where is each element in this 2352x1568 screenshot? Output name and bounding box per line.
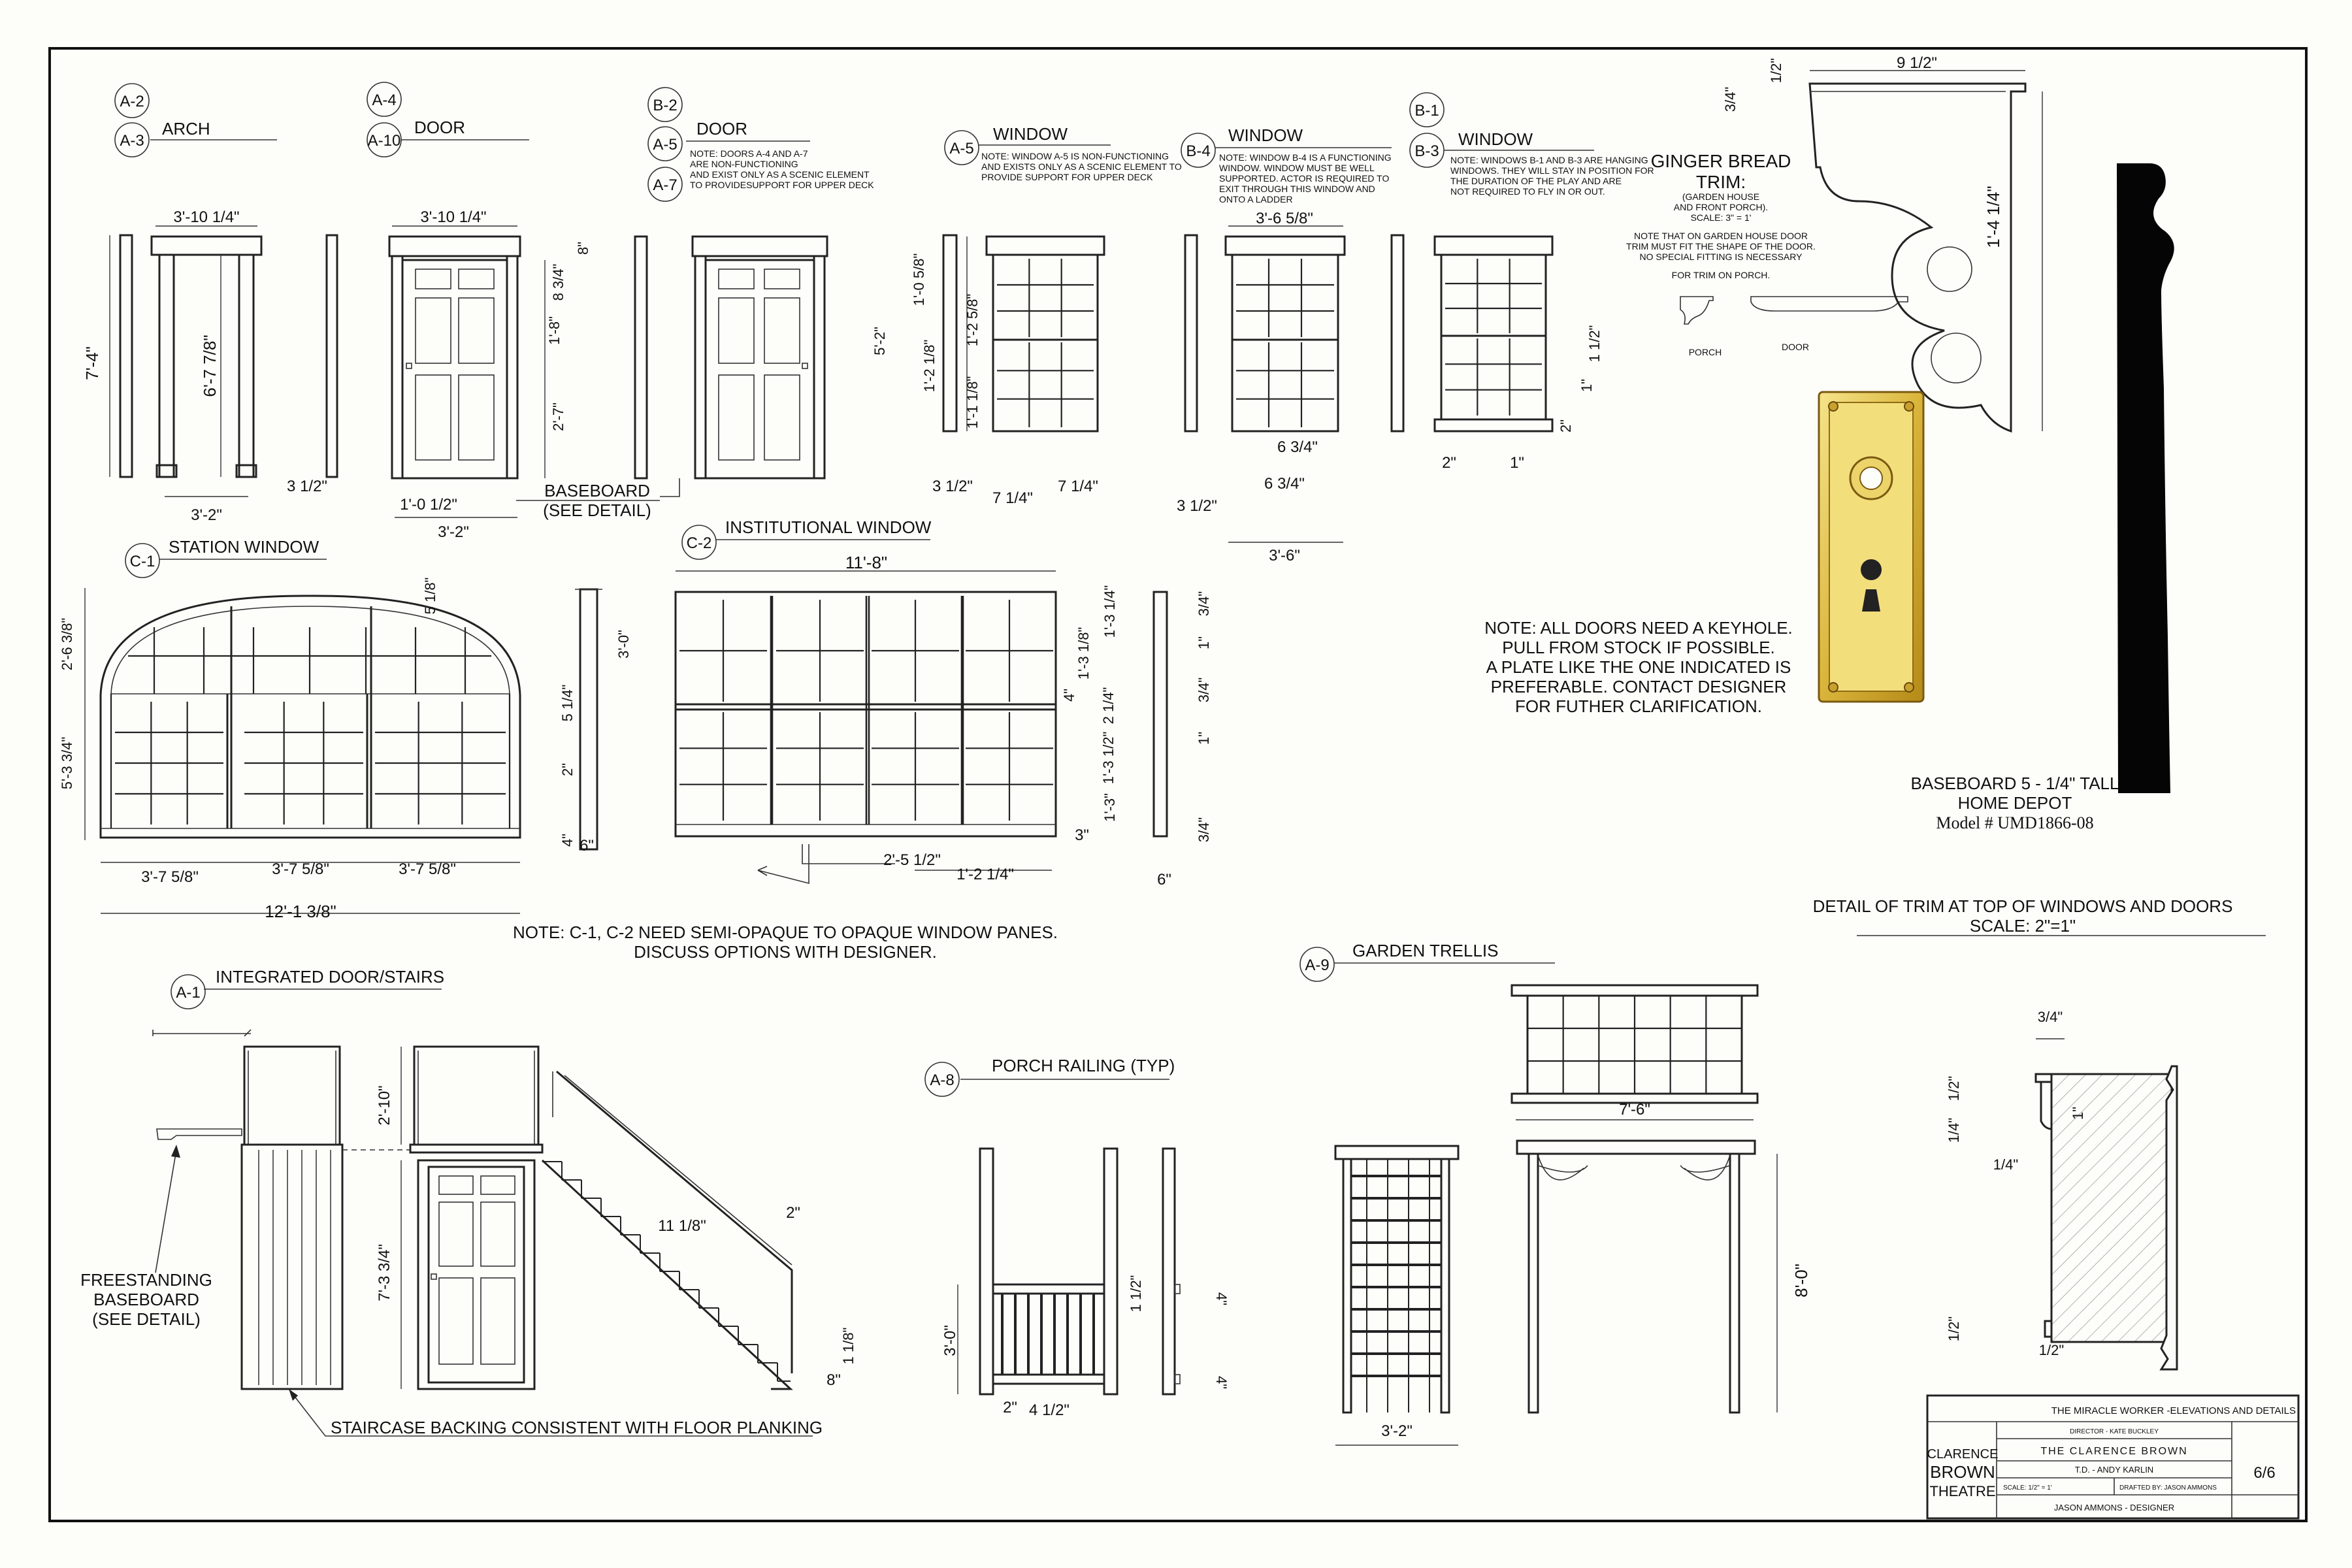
dimension-label: 2"	[1442, 454, 1456, 472]
dimension-label: 2'-10"	[376, 1085, 393, 1126]
dimension-label: 2"	[559, 762, 576, 777]
note-line: AND EXISTS ONLY AS A SCENIC ELEMENT TO	[981, 161, 1182, 172]
td-line: T.D. - ANDY KARLIN	[2074, 1465, 2154, 1475]
designer-line: JASON AMMONS - DESIGNER	[2053, 1503, 2175, 1512]
note-line: NOTE: ALL DOORS NEED A KEYHOLE.	[1484, 618, 1793, 638]
dimension-label: 5 1/4"	[559, 684, 576, 722]
dimension-label: 3/4"	[1196, 591, 1212, 617]
window-note	[1219, 152, 1392, 204]
tag-bubble	[1181, 133, 1215, 167]
note-line: TRIM MUST FIT THE SHAPE OF THE DOOR.	[1626, 241, 1816, 252]
note-line: WINDOWS. THEY WILL STAY IN POSITION FOR	[1450, 165, 1654, 176]
tag-label: A-10	[367, 132, 401, 150]
theatre-logo	[1927, 1447, 1999, 1499]
project-title: THE MIRACLE WORKER -ELEVATIONS AND DETAILS	[2051, 1405, 2296, 1416]
dimension-label: 2'-6 3/8"	[59, 617, 75, 671]
tag-bubble	[171, 975, 205, 1009]
note-line: NOT REQUIRED TO FLY IN OR OUT.	[1450, 186, 1605, 197]
dimension-label: 6 3/4"	[1264, 475, 1305, 493]
dimension-label: 3 1/2"	[287, 478, 327, 495]
dimension-label: 3 1/2"	[932, 478, 973, 495]
note-line: FOR FUTHER CLARIFICATION.	[1515, 696, 1762, 716]
dimension-label: 1'-1 1/8"	[964, 376, 981, 429]
dimension-label: 3 1/2"	[1177, 497, 1217, 515]
theatre-name: THE CLARENCE BROWN	[2040, 1446, 2188, 1457]
window-muntins	[1441, 259, 1546, 416]
dimension-label: 6'-7 7/8"	[200, 335, 220, 397]
dimension-label: 7 1/4"	[1058, 478, 1098, 495]
dimension-label: 4 1/2"	[1029, 1401, 1070, 1419]
dimension-label: 4"	[1213, 1292, 1230, 1306]
ginger-title: GINGER BREAD	[1650, 151, 1791, 171]
dimension-label: 1'-3 1/4"	[1102, 585, 1118, 638]
porch-label: PORCH	[1688, 347, 1722, 357]
dimension-label: 3'-2"	[191, 506, 222, 524]
note-line: WINDOW. WINDOW MUST BE WELL	[1219, 163, 1375, 173]
tag-bubble	[367, 123, 401, 157]
freestanding-note	[80, 1270, 212, 1329]
detail-title: WINDOW	[1458, 129, 1533, 149]
note-line: EXIT THROUGH THIS WINDOW AND	[1219, 184, 1375, 194]
floor-planking	[259, 1150, 331, 1385]
dimension-label: 1'-3 1/8"	[1075, 627, 1092, 680]
dimension-label: 1"	[1196, 636, 1212, 650]
baseboard-reference	[1911, 774, 2119, 832]
tag-label: A-8	[930, 1071, 955, 1089]
note-line: (GARDEN HOUSE	[1682, 191, 1760, 202]
detail-title: INTEGRATED DOOR/STAIRS	[216, 967, 445, 987]
baseboard-profile	[2117, 163, 2174, 793]
dimension-label: 1"	[1510, 454, 1524, 472]
dimension-label: 3/4"	[1196, 677, 1212, 703]
dimension-label: 6"	[1157, 871, 1171, 889]
detail-integrated-stairs	[80, 967, 857, 1437]
dimension-label: 8"	[575, 241, 591, 255]
tag-label: B-4	[1186, 142, 1211, 160]
dimension-label: 1 1/8"	[840, 1327, 857, 1365]
window-muntins	[111, 606, 510, 828]
dimension-label: 5'-2"	[872, 327, 888, 355]
dimension-label: 3'-6 5/8"	[1256, 210, 1313, 227]
tag-label: A-5	[949, 140, 974, 157]
dimension-label: 3'-7 5/8"	[141, 868, 199, 886]
dimension-label: 2"	[1558, 419, 1574, 433]
note-line: HOME DEPOT	[1957, 793, 2072, 813]
tag-bubble	[648, 167, 682, 201]
dimension-label: 1/2"	[1946, 1075, 1962, 1102]
baseboard-label: BASEBOARD	[544, 481, 650, 500]
detail-door-a	[367, 82, 566, 541]
dimension-label: 1/4"	[1946, 1117, 1962, 1143]
dimension-label: 3/4"	[1196, 817, 1212, 843]
dimension-label: 1 1/2"	[1128, 1275, 1144, 1313]
dimension-label: 3'-0"	[615, 630, 632, 659]
dimension-label: 3'-7 5/8"	[272, 860, 329, 878]
tag-bubble	[1300, 947, 1334, 981]
note-line: FOR TRIM ON PORCH.	[1671, 270, 1771, 280]
detail-title: DOOR	[696, 119, 747, 139]
tag-bubble	[115, 123, 149, 157]
detail-ginger-bread	[1626, 54, 2042, 431]
window-muntins	[993, 259, 1098, 427]
note-line: BASEBOARD	[93, 1290, 199, 1309]
dimension-label: 7'-4"	[82, 346, 102, 380]
trellis-lattice	[1527, 996, 1742, 1094]
dimension-label: 2 1/4"	[1100, 687, 1117, 725]
trim-title: SCALE: 2"=1"	[1969, 916, 2076, 936]
window-muntins	[1232, 259, 1338, 427]
logo-line: CLARENCE	[1927, 1447, 1999, 1462]
dimension-label: 1'-3"	[1102, 793, 1118, 822]
tag-bubble	[125, 544, 159, 578]
baseboard-label: (SEE DETAIL)	[543, 500, 651, 520]
dimension-label: 12'-1 3/8"	[265, 902, 336, 921]
dimension-label: 1'-8"	[546, 316, 563, 345]
note-line: NOTE: WINDOW B-4 IS A FUNCTIONING	[1219, 152, 1392, 163]
tag-bubble	[945, 131, 979, 165]
trim-title: DETAIL OF TRIM AT TOP OF WINDOWS AND DOORS	[1812, 896, 2233, 916]
detail-institutional-window	[676, 517, 1212, 889]
dimension-label: 1/2"	[1768, 57, 1784, 84]
detail-door-b	[516, 88, 874, 520]
tag-label: C-1	[129, 553, 155, 570]
dimension-label: 1"	[2070, 1106, 2086, 1120]
dimension-label: 2"	[786, 1204, 800, 1222]
dimension-label: 1'-2 1/8"	[921, 339, 938, 393]
sheet-number: 6/6	[2253, 1464, 2276, 1482]
tag-label: A-3	[120, 132, 144, 150]
tag-bubble	[1410, 133, 1444, 167]
window-note	[981, 151, 1182, 182]
detail-trim	[1813, 896, 2266, 1369]
note-line: FREESTANDING	[80, 1270, 212, 1290]
tag-bubble	[367, 82, 401, 116]
note-line: DISCUSS OPTIONS WITH DESIGNER.	[634, 942, 937, 962]
detail-title: STATION WINDOW	[169, 537, 319, 557]
title-block	[1927, 1396, 2298, 1518]
tag-bubble	[115, 84, 149, 118]
logo-line: BROWN	[1930, 1462, 1995, 1482]
tag-label: A-4	[372, 91, 397, 109]
dimension-label: 8'-0"	[1791, 1264, 1811, 1298]
tag-label: A-9	[1305, 956, 1330, 974]
note-line: ONTO A LADDER	[1219, 194, 1293, 204]
dimension-label: 7'-6"	[1619, 1101, 1650, 1119]
detail-title: INSTITUTIONAL WINDOW	[725, 517, 932, 537]
detail-title: WINDOW	[993, 124, 1068, 144]
dimension-label: 1'-2 5/8"	[964, 293, 981, 347]
staircase-note: STAIRCASE BACKING CONSISTENT WITH FLOOR PLANKING	[331, 1418, 823, 1437]
scale-line: SCALE: 1/2" = 1'	[2003, 1484, 2052, 1492]
note-line: AND EXIST ONLY AS A SCENIC ELEMENT	[690, 169, 870, 180]
dimension-label: 1/2"	[2038, 1342, 2065, 1358]
detail-arch	[82, 84, 337, 524]
note-line: NOTE: DOORS A-4 AND A-7	[690, 148, 808, 159]
note-line: (SEE DETAIL)	[92, 1309, 201, 1329]
logo-line: THEATRE	[1929, 1483, 1996, 1499]
window-note	[1450, 155, 1654, 197]
railing-balusters	[1002, 1294, 1094, 1375]
dimension-label: 3'-10 1/4"	[173, 208, 240, 226]
dimension-label: 3'-0"	[941, 1325, 959, 1356]
dimension-label: 2"	[1003, 1399, 1017, 1416]
dimension-label: 1"	[1578, 378, 1595, 393]
dimension-label: 8 3/4"	[550, 263, 566, 301]
detail-window-b4	[1177, 125, 1392, 564]
dimension-label: 5 1/8"	[422, 577, 438, 615]
tag-label: B-2	[653, 97, 678, 114]
tag-bubble	[682, 525, 716, 559]
trellis-rungs	[1351, 1159, 1441, 1413]
door-plate-image	[1819, 392, 1923, 702]
door-note	[690, 148, 874, 190]
tag-label: B-1	[1414, 102, 1439, 120]
dimension-label: 1'-2 1/4"	[956, 866, 1014, 883]
dimension-label: 3'-7 5/8"	[399, 860, 456, 878]
detail-title: ARCH	[162, 119, 210, 139]
note-line: PROVIDE SUPPORT FOR UPPER DECK	[981, 172, 1153, 182]
dimension-label: 3'-10 1/4"	[420, 208, 487, 226]
dimension-label: 6 3/4"	[1277, 438, 1318, 456]
dimension-label: 2'-7"	[550, 402, 566, 431]
note-line: ARE NON-FUNCTIONING	[690, 159, 798, 169]
dimension-label: 3/4"	[2037, 1009, 2063, 1025]
note-line: PREFERABLE. CONTACT DESIGNER	[1490, 677, 1787, 696]
detail-station-window	[59, 537, 632, 921]
dimension-label: 1'-0 1/2"	[400, 496, 457, 514]
tag-label: B-3	[1414, 142, 1439, 160]
dimension-label: 7 1/4"	[992, 489, 1033, 507]
dimension-label: 1/4"	[1993, 1156, 2019, 1173]
tag-bubble	[925, 1062, 959, 1096]
tag-bubble	[1410, 93, 1444, 127]
panes-note	[513, 923, 1058, 962]
dimension-label: 4"	[1213, 1375, 1230, 1390]
ginger-sub	[1626, 191, 1816, 280]
tag-label: C-2	[686, 534, 712, 552]
note-line: A PLATE LIKE THE ONE INDICATED IS	[1486, 657, 1791, 677]
tag-label: A-5	[653, 136, 678, 154]
detail-porch-railing	[925, 1056, 1230, 1419]
dimension-label: 7'-3 3/4"	[376, 1244, 393, 1301]
door-label: DOOR	[1782, 342, 1809, 352]
dimension-label: 8"	[826, 1371, 841, 1389]
note-line: PULL FROM STOCK IF POSSIBLE.	[1502, 638, 1775, 657]
note-line: NO SPECIAL FITTING IS NECESSARY	[1639, 252, 1803, 262]
note-line: NOTE: WINDOWS B-1 AND B-3 ARE HANGING	[1450, 155, 1648, 165]
note-line: NOTE THAT ON GARDEN HOUSE DOOR	[1633, 231, 1808, 241]
drafted-line: DRAFTED BY: JASON AMMONS	[2119, 1484, 2217, 1492]
dimension-label: 1'-0 5/8"	[911, 253, 927, 306]
detail-garden-trellis	[1300, 941, 1811, 1445]
dimension-label: 1/2"	[1946, 1316, 1962, 1342]
dimension-label: 3'-6"	[1269, 547, 1300, 564]
note-line: NOTE: WINDOW A-5 IS NON-FUNCTIONING	[981, 151, 1169, 161]
dimension-label: 11 1/8"	[658, 1217, 706, 1235]
dimension-label: 3"	[1075, 826, 1089, 844]
tag-bubble	[648, 88, 682, 122]
tag-bubble	[648, 127, 682, 161]
detail-window-a5	[872, 124, 1182, 507]
dimension-label: 11'-8"	[845, 553, 888, 572]
dimension-label: 5'-3 3/4"	[59, 736, 75, 790]
note-line: THE DURATION OF THE PLAY AND ARE	[1450, 176, 1622, 186]
dimension-label: 2'-5 1/2"	[883, 851, 941, 869]
note-line: SUPPORTED. ACTOR IS REQUIRED TO	[1219, 173, 1390, 184]
detail-title: DOOR	[414, 118, 465, 137]
keyhole-note	[1484, 618, 1793, 716]
detail-window-b1	[1392, 93, 1654, 472]
note-line: TO PROVIDESUPPORT FOR UPPER DECK	[690, 180, 874, 190]
note-line: SCALE: 3" = 1'	[1690, 212, 1752, 223]
dimension-label: 6"	[580, 837, 594, 855]
note-line: BASEBOARD 5 - 1/4" TALL	[1910, 774, 2119, 793]
window-muntins	[676, 596, 1056, 825]
dimension-label: 1'-4 1/4"	[1984, 186, 2003, 248]
dimension-label: 1"	[1196, 731, 1212, 745]
detail-title: WINDOW	[1228, 125, 1303, 145]
dimension-label: 4"	[559, 833, 576, 847]
dimension-label: 1'-3 1/2"	[1100, 731, 1117, 785]
tag-label: A-2	[120, 93, 144, 110]
dimension-label: 3/4"	[1722, 86, 1739, 112]
dimension-label: 1 1/2"	[1586, 325, 1603, 363]
note-line: NOTE: C-1, C-2 NEED SEMI-OPAQUE TO OPAQUE WINDOW PANES.	[512, 923, 1058, 942]
dimension-label: 4"	[1061, 688, 1077, 702]
detail-title: PORCH RAILING (TYP)	[992, 1056, 1175, 1075]
tag-label: A-1	[176, 984, 201, 1002]
note-line: Model # UMD1866-08	[1936, 813, 2094, 832]
dimension-label: 9 1/2"	[1897, 54, 1937, 72]
detail-title: GARDEN TRELLIS	[1352, 941, 1499, 960]
tag-label: A-7	[653, 176, 678, 194]
director-line: DIRECTOR - KATE BUCKLEY	[2070, 1428, 2159, 1435]
dimension-label: 3'-2"	[438, 523, 469, 541]
dimension-label: 3'-2"	[1381, 1422, 1413, 1440]
ginger-title: TRIM:	[1695, 172, 1746, 192]
note-line: AND FRONT PORCH).	[1673, 202, 1769, 212]
